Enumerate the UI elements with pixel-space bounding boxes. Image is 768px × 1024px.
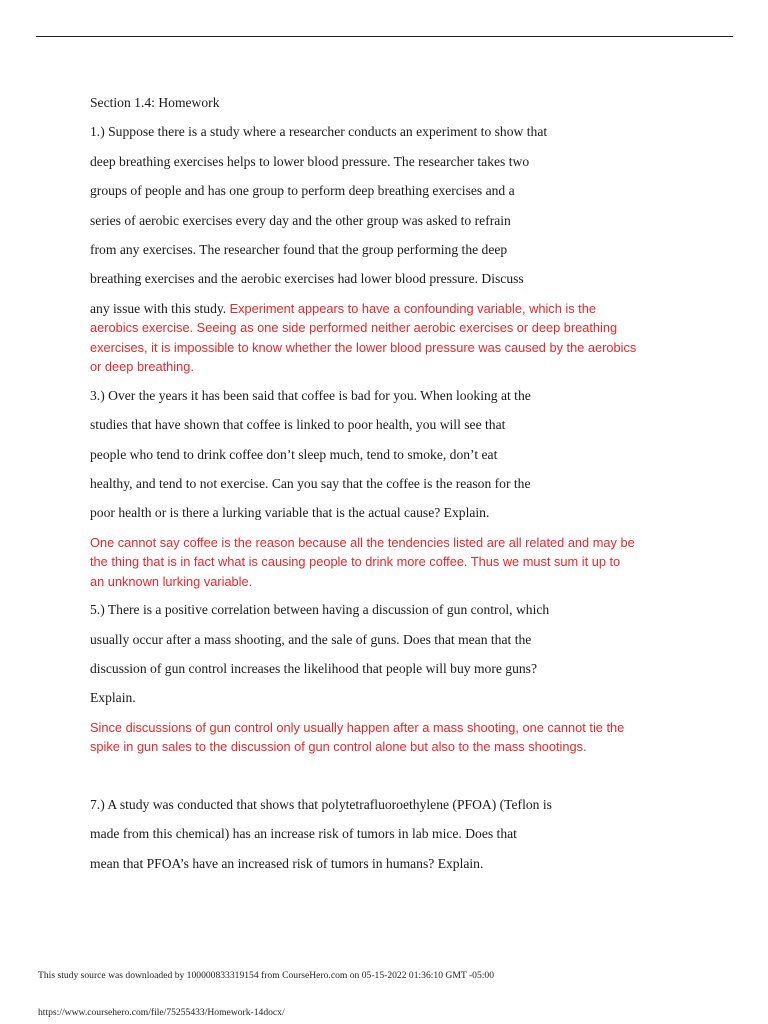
question-3-line: 3.) Over the years it has been said that coffee is bad for you. When looking at the: [90, 387, 531, 403]
answer-1-first-line: Experiment appears to have a confounding variable, which is the: [229, 300, 596, 316]
answer-3-line: the thing that is in fact what is causing people to drink more coffee. Thus we must sum it up to: [90, 554, 621, 570]
answer-3-block: [90, 533, 680, 592]
question-1: [90, 122, 680, 376]
answer-3-line: an unknown lurking variable.: [90, 573, 253, 589]
answer-5-line: Since discussions of gun control only usually happen after a mass shooting, one cannot tie the: [90, 719, 625, 735]
source-url[interactable]: https://www.coursehero.com/file/75255433/Homework-14docx/: [38, 1007, 285, 1018]
question-1-last-line: [90, 299, 680, 319]
answer-1-line: or deep breathing.: [90, 359, 194, 375]
question-5-line: discussion of gun control increases the likelihood that people will buy more guns?: [90, 660, 537, 676]
question-1-line: groups of people and has one group to perform deep breathing exercises and a: [90, 183, 515, 199]
answer-1-line: exercises, it is impossible to know whether the lower blood pressure was caused by the aerobics: [90, 339, 637, 355]
question-7-line: made from this chemical) has an increase risk of tumors in lab mice. Does that: [90, 826, 517, 842]
homework-document: [90, 93, 680, 883]
download-source-note: This study source was downloaded by 100000833319154 from CourseHero.com on 05-15-2022 01:36:10 GMT -05:00: [38, 970, 495, 981]
question-1-line: 1.) Suppose there is a study where a researcher conducts an experiment to show that: [90, 124, 548, 140]
question-5-line: 5.) There is a positive correlation between having a discussion of gun control, which: [90, 602, 550, 618]
question-3-line: people who tend to drink coffee don’t sleep much, tend to smoke, don’t eat: [90, 446, 498, 462]
question-3-line: studies that have shown that coffee is linked to poor health, you will see that: [90, 417, 506, 433]
top-divider: [36, 36, 733, 37]
question-7-line: 7.) A study was conducted that shows that polytetrafluoroethylene (PFOA) (Teflon is: [90, 796, 552, 812]
question-1-line-prefix: any issue with this study.: [90, 300, 230, 316]
answer-1-block: [90, 299, 680, 377]
question-3-line: poor health or is there a lurking variable that is the actual cause? Explain.: [90, 505, 490, 521]
question-7-line: mean that PFOA’s have an increased risk of tumors in humans? Explain.: [90, 855, 484, 871]
question-1-line: breathing exercises and the aerobic exercises had lower blood pressure. Discuss: [90, 271, 524, 287]
question-3: [90, 386, 680, 591]
answer-5-block: [90, 718, 680, 757]
question-5-line: usually occur after a mass shooting, and the sale of guns. Does that mean that the: [90, 631, 532, 647]
question-1-line: from any exercises. The researcher found that the group performing the deep: [90, 241, 508, 257]
spacer: [90, 766, 680, 795]
question-7: [90, 795, 680, 883]
question-1-line: series of aerobic exercises every day and the other group was asked to refrain: [90, 212, 511, 228]
answer-1-line: aerobics exercise. Seeing as one side performed neither aerobic exercises or deep breathing: [90, 320, 618, 336]
question-3-line: healthy, and tend to not exercise. Can you say that the coffee is the reason for the: [90, 475, 531, 491]
question-1-line: deep breathing exercises helps to lower blood pressure. The researcher takes two: [90, 153, 530, 169]
answer-3-line: One cannot say coffee is the reason because all the tendencies listed are all related and may be: [90, 534, 635, 550]
section-title: Section 1.4: Homework: [90, 95, 220, 110]
question-5: [90, 600, 680, 757]
question-5-line: Explain.: [90, 690, 136, 706]
answer-5-line: spike in gun sales to the discussion of gun control alone but also to the mass shootings.: [90, 739, 587, 755]
